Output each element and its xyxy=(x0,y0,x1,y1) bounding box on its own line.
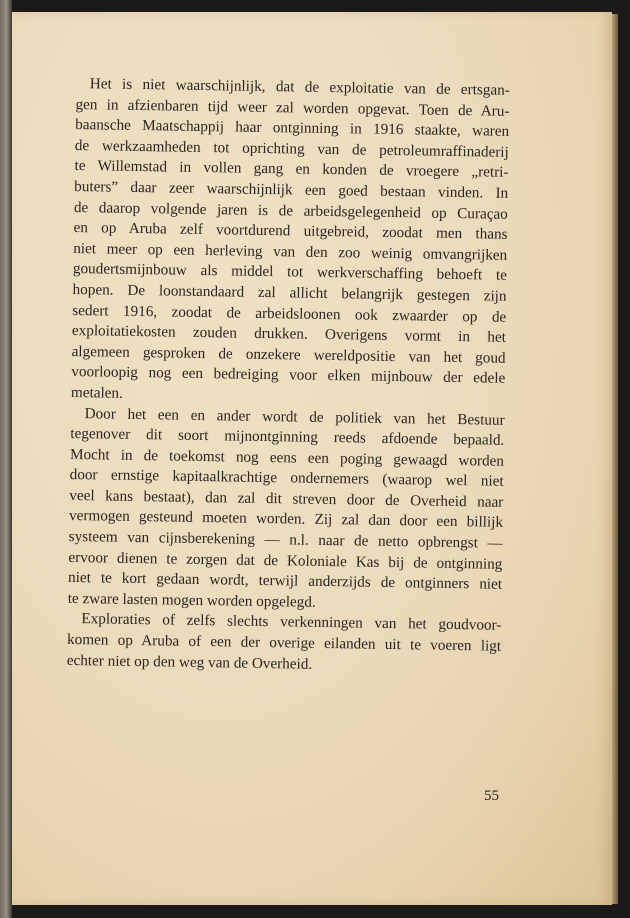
text-line: Mocht in de toekomst nog eens een poging gewaagd worden xyxy=(69,445,505,470)
text-line: komen op Aruba of een der overige eilanden uit te voeren ligt xyxy=(66,630,502,655)
paragraph-3 xyxy=(67,609,502,678)
text-line: echter niet op den weg van de Overheid. xyxy=(66,651,313,673)
text-line: Het is niet waarschijnlijk, dat de exploitatie van de ertsgan- xyxy=(89,75,510,99)
text-line: en op Aruba zelf voortdurend uitgebreid, zoodat men thans xyxy=(73,219,508,243)
text-line: niet meer op een herleving van den zoo weinig omvangrijken xyxy=(73,239,508,264)
text-line: Door het een en ander wordt de politiek van het Bestuur xyxy=(84,404,505,429)
text-line: buters” daar zeer waarschijnlijk een goed bestaan vinden. In xyxy=(74,177,509,202)
text-line: tegenover dit soort mijnontginning reeds afdoende bepaald. xyxy=(70,425,505,449)
text-line: Exploraties of zelfs slechts verkenningen van het goudvoor- xyxy=(81,610,502,635)
body-text xyxy=(67,74,510,678)
text-line: exploitatiekosten zouden drukken. Overigens vormt in het xyxy=(71,322,507,346)
text-line: gen in afzienbaren tijd weer zal worden opgevat. Toen de Aru- xyxy=(75,95,510,120)
text-line: goudertsmijnbouw als middel tot werkverschaffing behoeft te xyxy=(72,260,508,285)
text-line: te Willemstad in vollen gang en konden de vroegere „retri- xyxy=(74,157,509,182)
text-line: door ernstige kapitaalkrachtige ondernemers (waarop wel niet xyxy=(69,466,504,491)
text-line: te zware lasten mogen worden opgelegd. xyxy=(67,589,316,611)
text-line: voorloopig nog een bedreiging voor elken mijnbouw der edele xyxy=(71,363,506,388)
text-line: de werkzaamheden tot oprichting van de petroleumraffinaderij xyxy=(74,136,509,161)
text-line: metalen. xyxy=(70,383,124,402)
page-stack-edge xyxy=(612,14,618,904)
text-line: veel kans bestaat), dan zal dit streven door de Overheid naar xyxy=(69,486,504,511)
paragraph-1 xyxy=(71,74,510,410)
previous-page-edge xyxy=(0,0,12,918)
page-number: 55 xyxy=(484,788,499,804)
paragraph-2 xyxy=(68,403,505,616)
text-line: de daarop volgende jaren is de arbeidsgelegenheid op Curaçao xyxy=(73,198,508,223)
text-line: baansche Maatschappij haar ontginning in 1916 staakte, waren xyxy=(75,116,510,140)
text-line: sedert 1916, zoodat de arbeidsloonen ook zwaarder op de xyxy=(72,301,507,326)
text-line: algemeen gesproken de onzekere wereldpositie van het goud xyxy=(71,342,506,367)
text-line: niet te kort gedaan wordt, terwijl anderzijds de ontginners niet xyxy=(67,569,503,594)
text-line: vermogen gesteund moeten worden. Zij zal dan door een billijk xyxy=(68,507,504,532)
text-line: hopen. De loonstandaard zal allicht belangrijk gestegen zijn xyxy=(72,280,507,305)
text-line: ervoor dienen te zorgen dat de Koloniale Kas bij de ontginning xyxy=(68,548,503,573)
text-line: systeem van cijnsberekening — n.l. naar de netto opbrengst — xyxy=(68,528,503,552)
